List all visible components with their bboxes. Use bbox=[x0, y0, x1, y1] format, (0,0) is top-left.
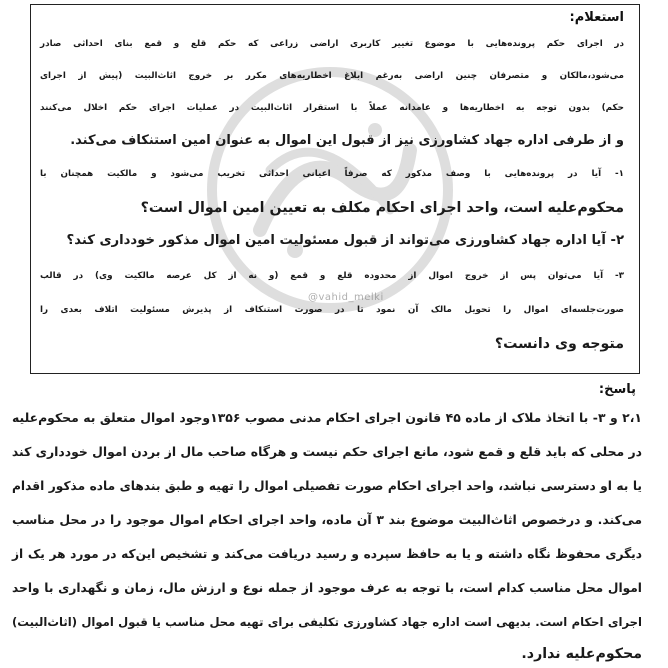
watermark-handle: @vahid_melki bbox=[308, 292, 384, 303]
answer-line: دیگری محفوظ نگاه داشته و یا به حافظ سپرده و رسید دریافت می‌کند و تشخیص این‌که در مورد هر یک از bbox=[12, 547, 642, 561]
inquiry-line: محکوم‌علیه است، واحد اجرای احکام مکلف به تعیین امین اموال است؟ bbox=[140, 200, 624, 216]
inquiry-line: حکم) بدون توجه به اخطاریه‌ها و عامدانه عملاً با استقرار اثاث‌البیت در عملیات اجرای حکم اخلال می‌کنند bbox=[40, 103, 624, 113]
inquiry-line: ۱- آیا در پرونده‌هایی با وصف مذکور که صرفاً اعیانی احداثی تخریب می‌شود و مالکیت همچنان با bbox=[40, 169, 624, 179]
answer-heading: پاسخ: bbox=[598, 382, 636, 397]
inquiry-line: ۳- آیا می‌توان پس از خروج اموال از محدوده قلع و قمع (و نه از کل عرصه مالکیت وی) در قالب bbox=[40, 271, 624, 281]
inquiry-line: در اجرای حکم پرونده‌هایی با موضوع تغییر کاربری اراضی زراعی که حکم قلع و قمع بنای احداثی صادر bbox=[40, 39, 624, 49]
answer-line: در محلی که باید قلع و قمع شود، مانع اجرای حکم نیست و هرگاه صاحب مال از بردن اموال خودداری کند bbox=[11, 444, 642, 459]
inquiry-line: متوجه وی دانست؟ bbox=[494, 336, 624, 352]
answer-line: اجرای احکام است. بدیهی است اداره جهاد کشاورزی تکلیفی برای تهیه محل مناسب یا قبول اموال (اثاث‌البیت) bbox=[12, 615, 642, 629]
answer-line: می‌کند. و درخصوص اثاث‌البیت موضوع بند ۳ آن ماده، واحد اجرای احکام اموال موجود را در محل مناسب bbox=[12, 512, 642, 527]
inquiry-line: صورت‌جلسه‌ای اموال را تحویل مالک آن نمود تا در صورت استنکاف از پذیرش مسئولیت اتلاف بعدی را bbox=[40, 305, 624, 315]
inquiry-line: و از طرفی اداره جهاد کشاورزی نیز از قبول این اموال به عنوان امین استنکاف می‌کند. bbox=[70, 133, 624, 148]
answer-line: اموال محل مناسب کدام است، با توجه به عرف موجود از جمله نوع و ارزش مال، زمان و نگهداری با واحد bbox=[12, 581, 642, 595]
inquiry-line: ۲- آیا اداره جهاد کشاورزی می‌تواند از قبول مسئولیت امین اموال مذکور خودداری کند؟ bbox=[66, 233, 624, 248]
inquiry-heading: استعلام: bbox=[569, 10, 624, 25]
inquiry-line: می‌شود،مالکان و متصرفان چنین اراضی به‌رغم ابلاغ اخطاریه‌های مکرر بر خروج اثاث‌البیت (پیش از اجرای bbox=[40, 71, 624, 81]
answer-line: ۲،۱ و ۳- با اتخاذ ملاک از ماده ۴۵ قانون اجرای احکام مدنی مصوب ۱۳۵۶وجود اموال متعلق به محکوم‌علیه bbox=[12, 410, 642, 425]
answer-line: یا به او دسترسی نباشد، واحد اجرای احکام صورت تفصیلی اموال را تهیه و طبق بندهای ماده مذکور اقدام bbox=[12, 479, 642, 493]
answer-line: محکوم‌علیه ندارد. bbox=[521, 646, 642, 662]
